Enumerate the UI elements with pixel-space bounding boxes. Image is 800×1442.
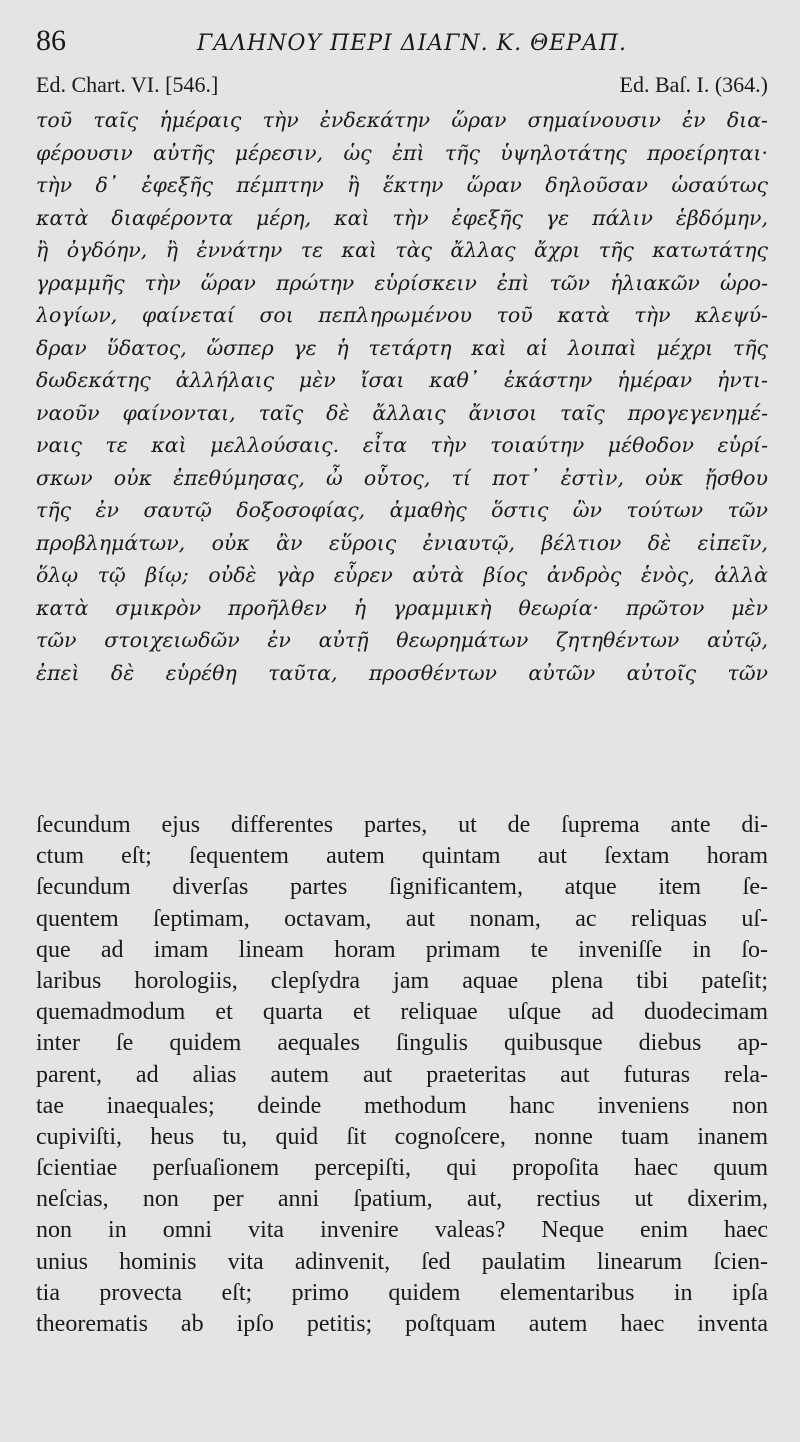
greek-line: σκων οὐκ ἐπεθύμησας, ὦ οὗτος, τί ποτ᾽ ἐστὶν, οὐκ ᾔσθου <box>36 465 768 490</box>
latin-line: neſcias, non per anni ſpatium, aut, rectius ut dixerim, <box>36 1186 768 1213</box>
latin-line: laribus horologiis, clepſydra jam aquae plena tibi pateſit; <box>36 967 768 994</box>
latin-line: theorematis ab ipſo petitis; poſtquam autem haec inventa <box>36 1311 768 1337</box>
running-head <box>36 24 768 68</box>
greek-line: ναοῦν φαίνονται, ταῖς δὲ ἄλλαις ἄνισοι ταῖς προγεγενημέ- <box>36 400 768 425</box>
latin-line: ſecundum diverſas partes ſignificantem, atque item ſe- <box>36 874 768 901</box>
edition-chartier-reference: Ed. Chart. VI. [546.] <box>36 72 219 97</box>
greek-line: λογίων, φαίνεταί σοι πεπληρωμένου τοῦ κατὰ τὴν κλεψύ- <box>36 303 768 327</box>
greek-text-block <box>36 104 768 689</box>
latin-line: parent, ad alias autem aut praeteritas aut futuras rela- <box>36 1061 768 1088</box>
running-title: ΓΑΛΗΝΟΥ ΠΕΡΙ ΔΙΑΓΝ. Κ. ΘΕΡΑΠ. <box>196 31 628 56</box>
edition-reference-line <box>36 72 768 102</box>
greek-line: τῶν στοιχειωδῶν ἐν αὐτῇ θεωρημάτων ζητηθέντων αὐτῷ, <box>36 628 768 652</box>
greek-line: δραν ὕδατος, ὥσπερ γε ἡ τετάρτη καὶ αἱ λοιπαὶ μέχρι τῆς <box>36 335 768 360</box>
latin-line: non in omni vita invenire valeas? Neque enim haec <box>36 1217 768 1244</box>
greek-line: τοῦ ταῖς ἡμέραις τὴν ἐνδεκάτην ὥραν σημαίνουσιν ἐν δια- <box>36 108 768 132</box>
greek-line: κατὰ σμικρὸν προῆλθεν ἡ γραμμικὴ θεωρία· πρῶτον μὲν <box>36 595 768 620</box>
latin-line: tae inaequales; deinde methodum hanc inveniens non <box>36 1092 768 1119</box>
greek-line: ἢ ὀγδόην, ἢ ἐννάτην τε καὶ τὰς ἄλλας ἄχρι τῆς κατωτάτης <box>36 238 768 262</box>
greek-line: γραμμῆς τὴν ὥραν πρώτην εὑρίσκειν ἐπὶ τῶν ἡλιακῶν ὡρο- <box>36 270 768 295</box>
latin-line: quentem ſeptimam, octavam, aut nonam, ac reliquas uſ- <box>36 905 768 932</box>
greek-line: φέρουσιν αὐτῆς μέρεσιν, ὡς ἐπὶ τῆς ὑψηλοτάτης προείρηται· <box>36 140 768 165</box>
greek-line: ναις τε καὶ μελλούσαις. εἶτα τὴν τοιαύτην μέθοδον εὑρί- <box>36 433 768 457</box>
greek-line: δωδεκάτης ἀλλήλαις μὲν ἴσαι καθ᾽ ἑκάστην ἡμέραν ἠντι- <box>36 368 768 392</box>
edition-basel-reference: Ed. Baſ. I. (364.) <box>619 72 768 97</box>
latin-line: que ad imam lineam horam primam te inveniſſe in ſo- <box>36 936 768 963</box>
latin-line: ctum eſt; ſequentem autem quintam aut ſextam horam <box>36 843 768 870</box>
latin-text-block <box>36 810 768 1340</box>
greek-line: προβλημάτων, οὐκ ἂν εὕροις ἐνιαυτῷ, βέλτιον δὲ εἰπεῖν, <box>36 530 768 555</box>
latin-line: ſcientiae perſuaſionem percepiſti, qui propoſita haec quum <box>36 1155 768 1182</box>
greek-line: τῆς ἐν σαυτῷ δοξοσοφίας, ἀμαθὴς ὅστις ὢν τούτων τῶν <box>36 498 768 522</box>
greek-line: κατὰ διαφέροντα μέρη, καὶ τὴν ἐφεξῆς γε πάλιν ἑβδόμην, <box>36 205 768 230</box>
latin-line: unius hominis vita adinvenit, ſed paulatim linearum ſcien- <box>36 1248 768 1275</box>
latin-line: inter ſe quidem aequales ſingulis quibusque diebus ap- <box>36 1030 768 1057</box>
latin-line: ſecundum ejus differentes partes, ut de ſuprema ante di- <box>36 812 768 838</box>
greek-line: τὴν δ᾽ ἐφεξῆς πέμπτην ἢ ἕκτην ὥραν δηλοῦσαν ὡσαύτως <box>36 173 768 197</box>
greek-line: ἐπεὶ δὲ εὑρέθη ταῦτα, προσθέντων αὐτῶν αὐτοῖς τῶν <box>36 660 768 685</box>
latin-line: quemadmodum et quarta et reliquae uſque ad duodecimam <box>36 999 768 1026</box>
page-number: 86 <box>36 24 66 57</box>
latin-line: cupiviſti, heus tu, quid ſit cognoſcere, nonne tuam inanem <box>36 1123 768 1150</box>
greek-line: ὅλῳ τῷ βίῳ; οὐδὲ γὰρ εὗρεν αὐτὰ βίος ἀνδρὸς ἑνὸς, ἀλλὰ <box>36 563 768 587</box>
latin-line: tia provecta eſt; primo quidem elementaribus in ipſa <box>36 1279 768 1306</box>
